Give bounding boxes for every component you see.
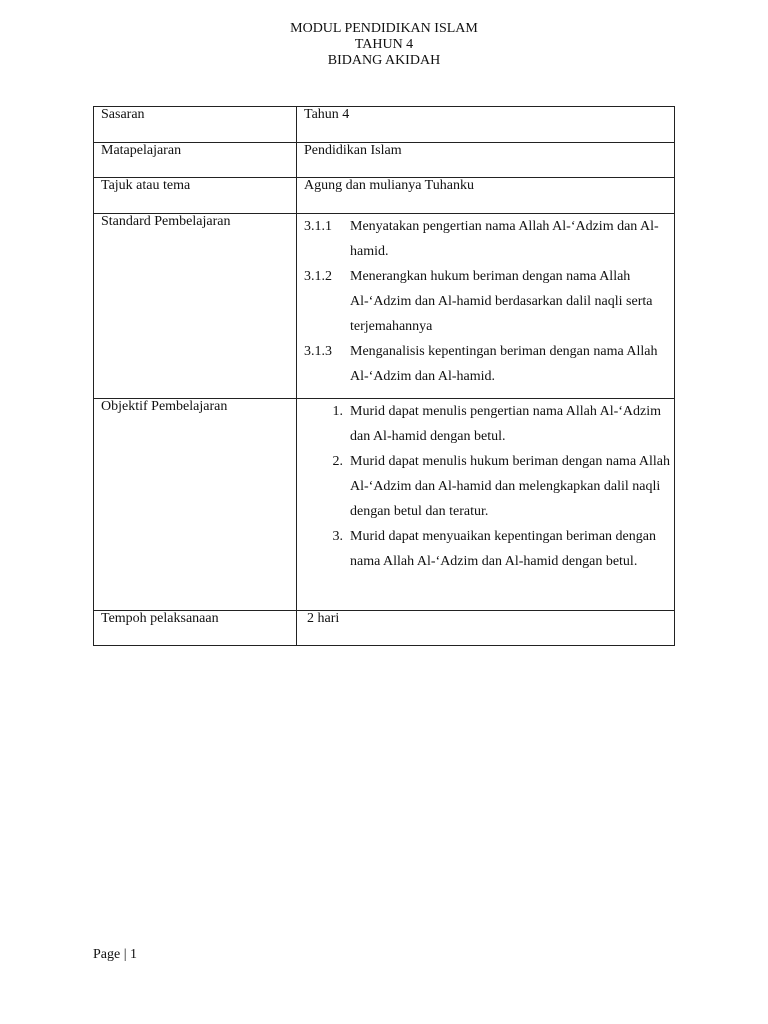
year-title: TAHUN 4 — [354, 37, 414, 52]
objective-list — [304, 399, 674, 574]
row-value — [297, 214, 675, 399]
row-label: Tempoh pelaksanaan — [94, 611, 297, 646]
lesson-info-table — [93, 106, 675, 646]
page-number: Page | 1 — [93, 947, 138, 962]
list-item: 3.1.1 Menyatakan pengertian nama Allah Al-‘Adzim dan Al-hamid. — [304, 219, 659, 259]
table-row — [94, 214, 675, 399]
row-label: Matapelajaran — [94, 143, 297, 178]
list-item: 2. Murid dapat menulis hukum beriman dengan nama Allah Al-‘Adzim dan Al-hamid dan melengkapkan dalil naqli dengan betul dan teratur. — [332, 454, 670, 519]
row-label: Objektif Pembelajaran — [94, 399, 297, 611]
standard-list — [304, 214, 674, 389]
row-value: Tahun 4 — [297, 107, 675, 143]
row-label: Sasaran — [94, 107, 297, 143]
field-title: BIDANG AKIDAH — [327, 53, 441, 68]
list-item: 3. Murid dapat menyuaikan kepentingan beriman dengan nama Allah Al-‘Adzim dan Al-hamid dengan betul. — [332, 529, 656, 569]
row-label: Tajuk atau tema — [94, 178, 297, 214]
table-row — [94, 611, 675, 646]
module-title: MODUL PENDIDIKAN ISLAM — [290, 21, 478, 36]
list-item: 3.1.3 Menganalisis kepentingan beriman dengan nama Allah Al-‘Adzim dan Al-hamid. — [304, 344, 658, 384]
list-item: 3.1.2 Menerangkan hukum beriman dengan nama Allah Al-‘Adzim dan Al-hamid berdasarkan dalil naqli serta terjemahannya — [304, 269, 653, 334]
row-value: Agung dan mulianya Tuhanku — [297, 178, 675, 214]
row-label: Standard Pembelajaran — [94, 214, 297, 399]
row-value — [297, 399, 675, 611]
document-header — [0, 21, 768, 69]
table-row — [94, 399, 675, 611]
list-item: 1. Murid dapat menulis pengertian nama Allah Al-‘Adzim dan Al-hamid dengan betul. — [332, 404, 662, 444]
row-value: Pendidikan Islam — [297, 143, 675, 178]
row-value: 2 hari — [297, 611, 675, 646]
